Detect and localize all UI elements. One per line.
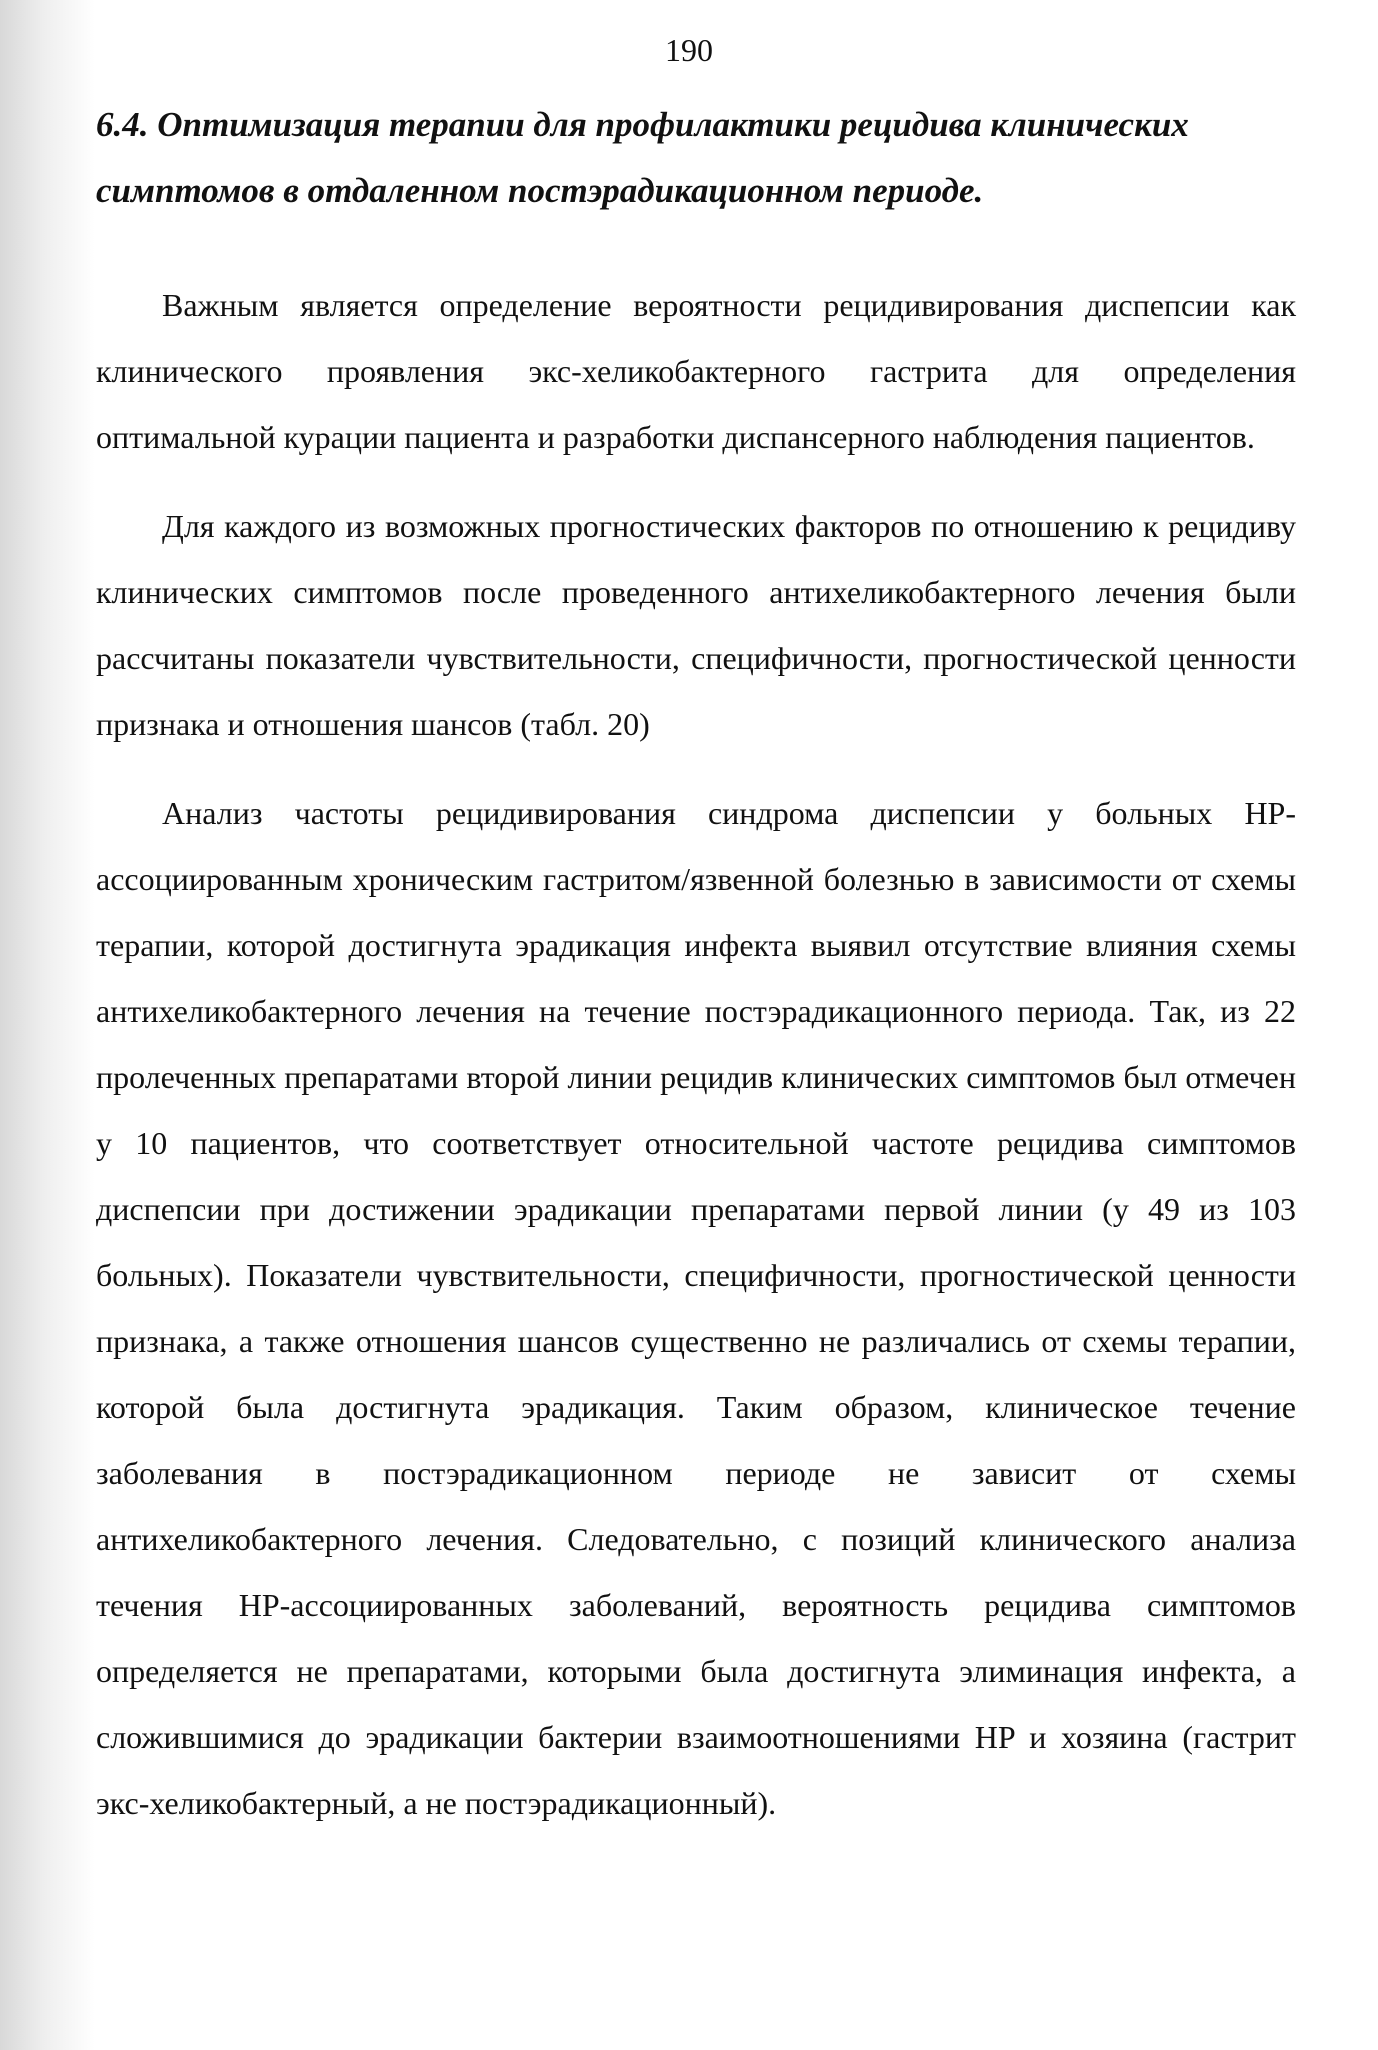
paragraph-2: Для каждого из возможных прогностических факторов по отношению к рецидиву клинических симптомов после проведенного антихеликобактерного лечения были рассчитаны показатели чувствительности, специфичности, прогностической ценности признака и отношения шансов (табл. 20) [96,508,1296,742]
section-heading: 6.4. Оптимизация терапии для профилактики рецидива клинических симптомов в отдаленном постэрадикационном периоде. [96,105,1189,210]
body-text [96,272,1296,1859]
page-number: 190 [665,32,713,68]
paragraph-1: Важным является определение вероятности рецидивирования диспепсии как клинического проявления экс-хеликобактерного гастрита для определения оптимальной курации пациента и разработки диспансерного наблюдения пациентов. [96,287,1296,455]
scan-edge-shadow [0,0,95,2050]
paragraph-3: Анализ частоты рецидивирования синдрома диспепсии у больных HP-ассоциированным хроническим гастритом/язвенной болезнью в зависимости от схемы терапии, которой достигнута эрадикация инфекта выявил отсутствие влияния схемы антихеликобактерного лечения на течение постэрадикационного периода. Так, из 22 пролеченных препаратами второй линии рецидив клинических симптомов был отмечен у 10 пациентов, что соответствует относительной частоте рецидива симптомов диспепсии при достижении эрадикации препаратами первой линии (у 49 из 103 больных). Показатели чувствительности, специфичности, прогностической ценности признака, а также отношения шансов существенно не различались от схемы терапии, которой была достигнута эрадикация. Таким образом, клиническое течение заболевания в постэрадикационном периоде не зависит от схемы антихеликобактерного лечения. Следовательно, с позиций клинического анализа течения HP-ассоциированных заболеваний, вероятность рецидива симптомов определяется не препаратами, которыми была достигнута элиминация инфекта, а сложившимися до эрадикации бактерии взаимоотношениями HP и хозяина (гастрит экс-хеликобактерный, а не постэрадикационный). [96,795,1296,1821]
